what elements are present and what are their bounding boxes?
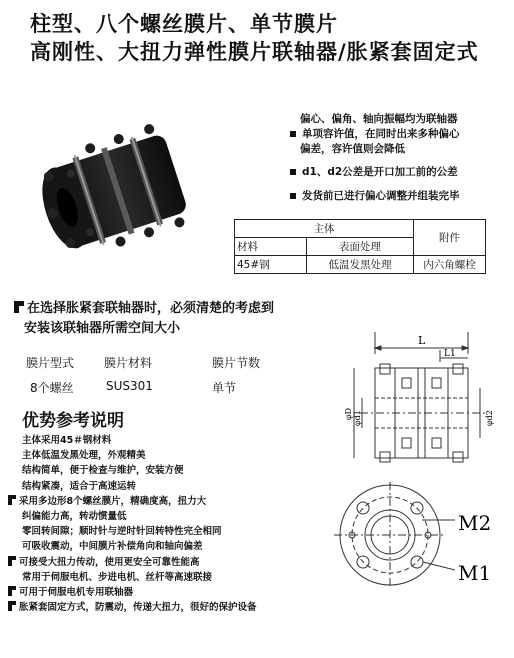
corner-marker-icon: [8, 495, 16, 505]
bullet-icon: [290, 131, 296, 137]
param-type-label: 膜片型式: [26, 356, 75, 370]
title-line-1: 柱型、八个螺丝膜片、单节膜片: [30, 12, 338, 36]
note-2: d1、d2公差是开口加工前的公差: [302, 166, 458, 178]
coupling-product-image: [28, 120, 208, 270]
advantage-item-row: [8, 585, 257, 600]
advantage-item: 可吸收震动，中间膜片补偿角向和轴向偏差: [22, 541, 203, 553]
dim-label-d2: φd2: [485, 410, 494, 426]
advantage-item: 可用于伺服电机专用联轴器: [19, 587, 134, 599]
note-2-row: [290, 165, 458, 180]
bullet-icon: [290, 169, 296, 175]
note-3: 发货前已进行偏心调整并组装完毕: [302, 190, 460, 202]
note-1-line-3: 偏差，容许值则会降低: [300, 143, 405, 155]
spec-accessory-header: 附件: [414, 220, 486, 256]
param-type-value: 8个螺丝: [30, 381, 74, 395]
spec-material-value: 45#钢: [235, 256, 307, 274]
corner-marker-icon: [8, 601, 16, 611]
param-count-label: 膜片节数: [212, 356, 261, 370]
advantage-item: 结构简单，便于检查与维护，安装方便: [22, 465, 184, 477]
spec-main-header: 主体: [235, 220, 414, 238]
param-material-value: SUS301: [106, 379, 153, 393]
selection-line-1-row: [14, 297, 274, 316]
advantage-item-row: [8, 494, 257, 509]
end-view-drawing: [330, 480, 510, 590]
dim-label-D: φD: [344, 407, 353, 420]
note-1-line-2-row: [290, 127, 460, 142]
advantages-list: [8, 433, 257, 615]
advantage-item: 零回转间隙；顺时针与逆时针回转特性完全相同: [22, 526, 222, 538]
spec-material-header: 材料: [235, 238, 307, 256]
corner-marker-icon: [14, 301, 24, 313]
note-1-line-1: 偏心、偏角、轴向振幅均为联轴器: [300, 113, 458, 125]
spec-surface-value: 低温发黑处理: [307, 256, 414, 274]
advantage-item: 纠偏能力高，转动惯量低: [22, 511, 127, 523]
spec-accessory-value: 内六角螺栓: [414, 256, 486, 274]
label-M1: M1: [458, 561, 492, 585]
advantage-item-row: [8, 600, 257, 615]
advantage-item: 结构紧凑，适合于高速运转: [22, 480, 137, 492]
advantage-item-row: [8, 555, 257, 570]
dim-label-d1: φd1: [353, 410, 362, 426]
advantage-item: 主体低温发黑处理，外观精美: [22, 450, 146, 462]
side-view-drawing: [340, 328, 505, 468]
selection-line-1: 在选择胀紧套联轴器时，必须清楚的考虑到: [27, 301, 275, 316]
advantages-title: 优势参考说明: [22, 411, 124, 431]
advantage-item: 可接受大扭力传动，使用更安全可靠性能高: [19, 556, 200, 568]
note-1-line-2: 单项容许值，在同时出来多种偏心: [302, 128, 460, 140]
spec-table: [234, 219, 486, 274]
advantage-item: 常用于伺服电机、步进电机、丝杆等高速联接: [22, 571, 213, 583]
bullet-icon: [290, 193, 296, 199]
corner-marker-icon: [8, 556, 16, 566]
dim-label-L: L: [418, 334, 426, 347]
note-3-row: [290, 189, 460, 204]
param-material-label: 膜片材料: [104, 356, 153, 370]
corner-marker-icon: [8, 586, 16, 596]
advantage-item: 采用多边形8个螺丝膜片，精确度高，扭力大: [19, 495, 207, 507]
spec-surface-header: 表面处理: [307, 238, 414, 256]
selection-line-2: 安装该联轴器所需空间大小: [24, 321, 181, 336]
param-count-value: 单节: [212, 381, 237, 395]
label-M2: M2: [458, 511, 492, 535]
advantage-item: 主体采用45＃钢材料: [22, 435, 112, 446]
advantage-item: 胀紧套固定方式，防震动，传递大扭力，很好的保护设备: [19, 602, 257, 614]
title-line-2: 高刚性、大扭力弹性膜片联轴器/胀紧套固定式: [30, 40, 479, 64]
dim-label-L1: L1: [444, 349, 456, 359]
